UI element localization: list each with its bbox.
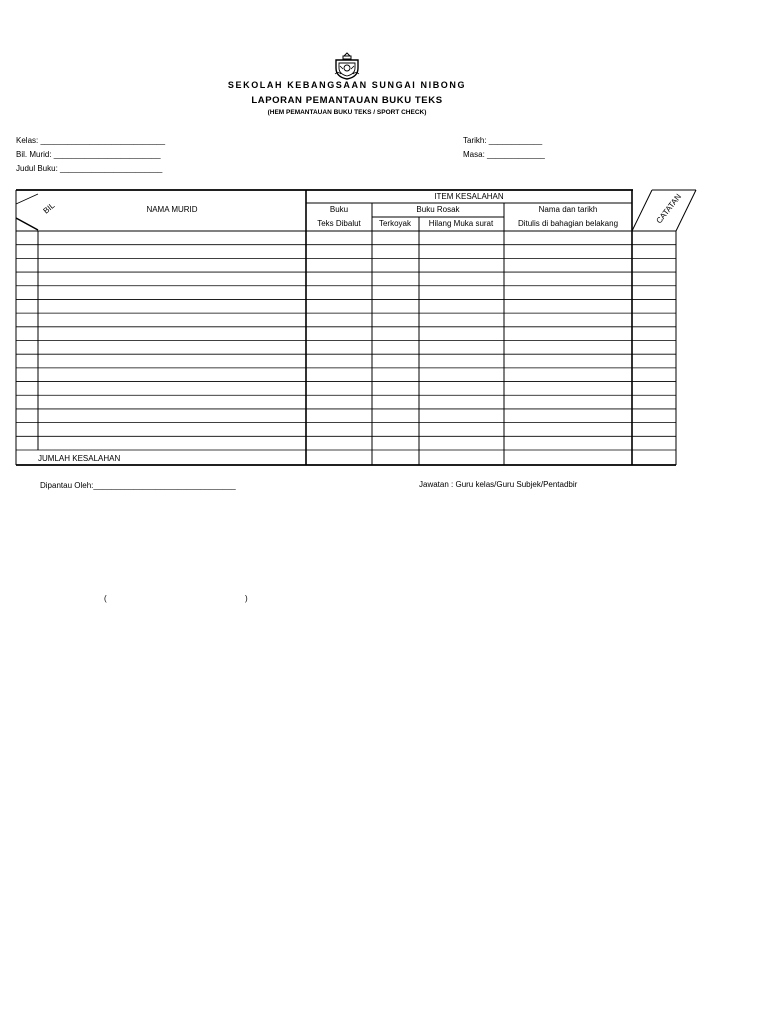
tarikh-field: Tarikh: ____________ (463, 136, 543, 145)
report-subtitle: (HEM PEMANTAUAN BUKU TEKS / SPORT CHECK) (267, 109, 427, 116)
col-catatan-header: CATATAN (654, 192, 684, 226)
masa-field: Masa: _____________ (463, 150, 545, 159)
judul-buku-field: Judul Buku: _______________________ (16, 164, 163, 173)
bil-murid-field: Bil. Murid: ________________________ (16, 150, 161, 159)
dipantau-oleh-field: Dipantau Oleh:________________________________ (40, 481, 236, 490)
col-hilang-header: Hilang Muka surat (428, 219, 494, 228)
total-row-label: JUMLAH KESALAHAN (38, 454, 121, 463)
jawatan-label: Jawatan : Guru kelas/Guru Subjek/Pentadbir (419, 480, 578, 489)
signature-close-bracket: ) (245, 594, 248, 603)
school-name: SEKOLAH KEBANGSAAN SUNGAI NIBONG (227, 80, 467, 90)
col-buku-line1: Buku (329, 205, 349, 214)
kelas-field: Kelas: ____________________________ (16, 136, 166, 145)
report-title: LAPORAN PEMANTAUAN BUKU TEKS (251, 95, 443, 106)
col-buku-line2: Teks Dibalut (317, 219, 361, 228)
col-bil-header: BIL (41, 200, 57, 216)
col-nama-tarikh-line2: Ditulis di bahagian belakang (517, 219, 619, 228)
col-nama-murid-header: NAMA MURID (146, 205, 198, 214)
col-terkoyak-header: Terkoyak (378, 219, 412, 228)
group-buku-rosak: Buku Rosak (416, 205, 460, 214)
monitoring-table (0, 0, 768, 480)
signature-open-bracket: ( (104, 594, 107, 603)
col-nama-tarikh-line1: Nama dan tarikh (538, 205, 598, 214)
group-item-kesalahan: ITEM KESALAHAN (434, 192, 504, 201)
